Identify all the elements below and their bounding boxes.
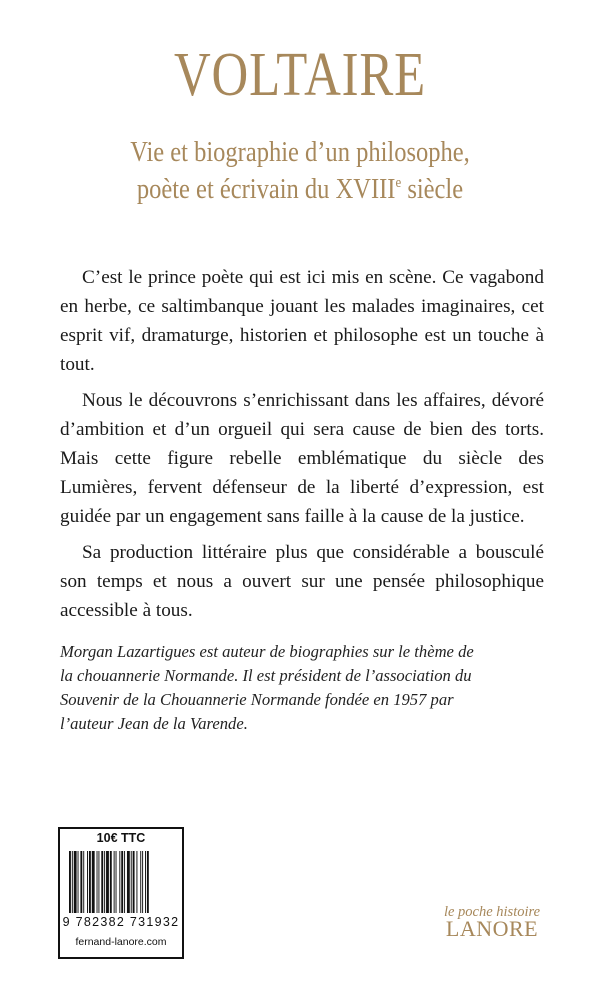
barcode-bar — [131, 851, 132, 913]
blurb — [60, 263, 544, 632]
author-bio-line: l’auteur Jean de la Varende. — [60, 714, 248, 733]
blurb-paragraph-2: Nous le découvrons s’enrichissant dans les affaires, dévoré d’ambition et d’un orgueil qui sera cause de bien des torts. Mais cette figure rebelle emblématique du siècle des Lumières, fervent défenseur de la liberté d’expression, est guidée par un engagement sans faille à la cause de la justice. — [60, 390, 544, 527]
author-bio — [60, 640, 544, 736]
barcode-bar — [78, 851, 79, 913]
book-subtitle — [0, 134, 600, 208]
barcode-bar — [104, 851, 105, 913]
publisher-logo: LANORE — [445, 916, 539, 941]
subtitle-line-2-end: siècle — [401, 174, 464, 205]
blurb-paragraph-3: Sa production littéraire plus que considérable a bousculé son temps et nous a ouvert sur une pensée philosophique accessible à tous. — [60, 542, 544, 621]
barcode-bar — [74, 851, 77, 913]
barcode-bar — [114, 851, 115, 913]
barcode-bar — [116, 851, 117, 913]
barcode-bar — [110, 851, 112, 913]
barcode-bar — [106, 851, 109, 913]
subtitle-line-2 — [42, 171, 558, 208]
price-label: 10€ TTC — [96, 831, 146, 845]
isbn-number: 9 782382 731932 — [62, 915, 180, 929]
book-title: VOLTAIRE — [174, 41, 426, 109]
barcode-bar — [140, 851, 141, 913]
barcode-bar — [83, 851, 84, 913]
barcode-bar — [119, 851, 120, 913]
barcode-bar — [92, 851, 95, 913]
barcode-bars — [68, 851, 174, 915]
barcode-bar — [121, 851, 123, 913]
author-bio-line: la chouannerie Normande. Il est président de l’association du — [60, 666, 472, 685]
barcode-bar — [80, 851, 82, 913]
barcode-bar — [142, 851, 143, 913]
barcode-bar — [89, 851, 91, 913]
century-superscript: e — [395, 175, 402, 191]
collection-name: le poche histoire — [443, 904, 541, 920]
barcode-bar — [98, 851, 99, 913]
barcode-bar — [145, 851, 146, 913]
barcode-box — [58, 827, 184, 959]
barcode-bar — [124, 851, 125, 913]
barcode-bar — [147, 851, 149, 913]
barcode-bar — [97, 851, 98, 913]
subtitle-line-2-text: poète et écrivain du XVIII — [136, 174, 396, 205]
blurb-paragraph-1: C’est le prince poète qui est ici mis en scène. Ce vagabond en herbe, ce saltimbanque jouant les malades imaginaires, cet esprit vif, dramaturge, historien et philosophe est un touche à tout. — [60, 267, 544, 375]
author-bio-line: Souvenir de la Chouannerie Normande fondée en 1957 par — [60, 690, 454, 709]
barcode-bar — [133, 851, 135, 913]
publisher-website: fernand-lanore.com — [75, 936, 167, 948]
author-bio-line: Morgan Lazartigues est auteur de biographies sur le thème de — [60, 642, 474, 661]
subtitle-line-1: Vie et biographie d’un philosophe, — [130, 137, 470, 168]
barcode-bar — [69, 851, 71, 913]
barcode-bar — [72, 851, 73, 913]
barcode-bar — [127, 851, 130, 913]
barcode-bar — [136, 851, 137, 913]
barcode-bar — [87, 851, 88, 913]
barcode-bar — [101, 851, 103, 913]
